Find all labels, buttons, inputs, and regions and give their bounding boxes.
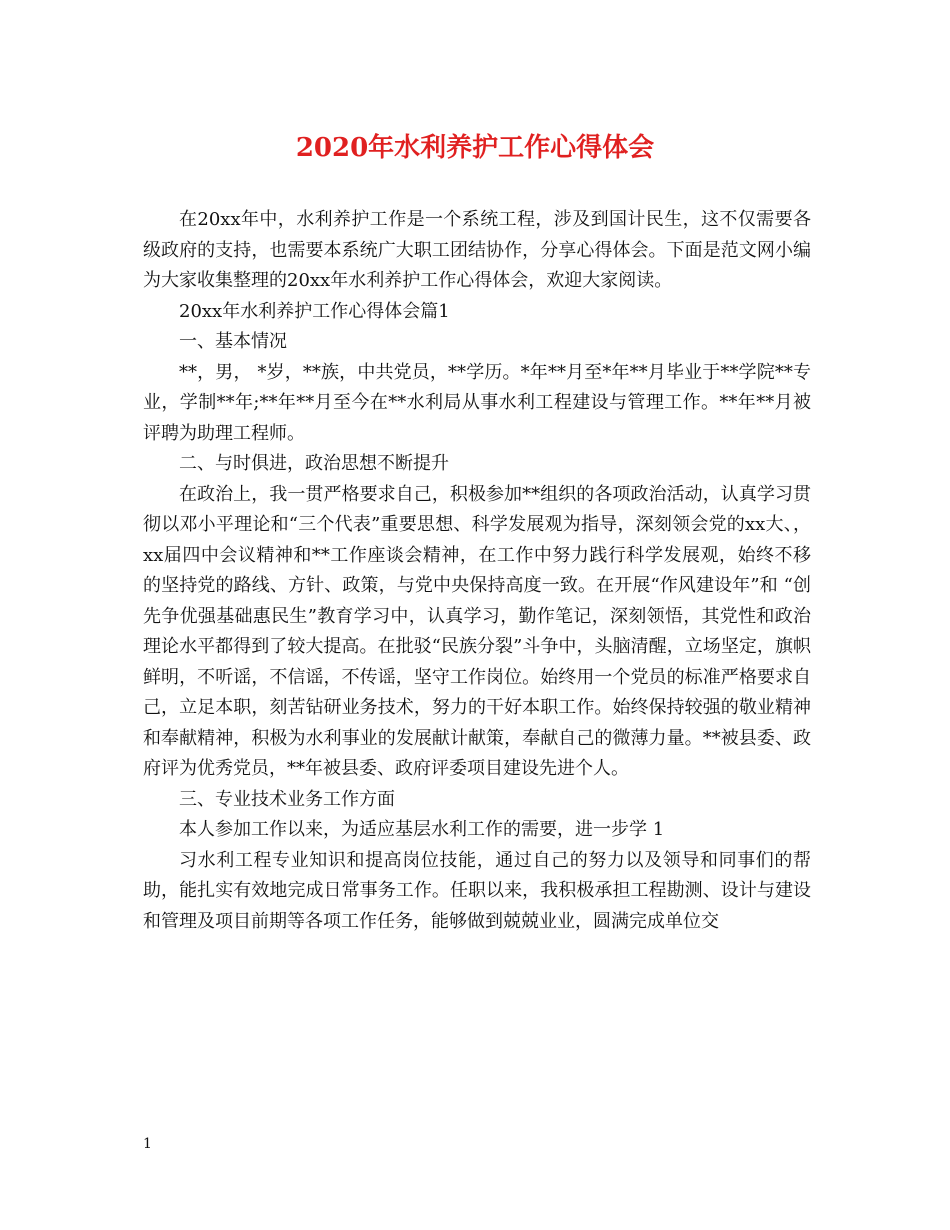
section-heading-technical: 三、专业技术业务工作方面 xyxy=(179,788,395,810)
section-heading-basic-info: 一、基本情况 xyxy=(179,331,287,352)
section-heading-part1: 20xx年水利养护工作心得体会篇1 xyxy=(179,300,450,322)
page-number: 1 xyxy=(143,1136,152,1152)
document-body xyxy=(143,205,811,937)
document-title: 2020年水利养护工作心得体会 xyxy=(295,133,655,163)
paragraph-technical-1: 本人参加工作以来，为适应基层水利工作的需要，进一步学 1 xyxy=(179,819,665,840)
section-heading-politics: 二、与时俱进，政治思想不断提升 xyxy=(179,453,449,474)
paragraph-intro: 在20xx年中，水利养护工作是一个系统工程，涉及到国计民生，这不仅需要各级政府的支持，也需要本系统广大职工团结协作，分享心得体会。下面是范文网小编为大家收集整理的20xx年水利养护工作心得体会，欢迎大家阅读。 xyxy=(143,209,811,291)
paragraph-technical-2: 习水利工程专业知识和提高岗位技能，通过自己的努力以及领导和同事们的帮助，能扎实有效地完成日常事务工作。任职以来，我积极承担工程勘测、设计与建设和管理及项目前期等各项工作任务，能够做到兢兢业业，圆满完成单位交 xyxy=(143,849,811,932)
paragraph-politics: 在政治上，我一贯严格要求自己，积极参加**组织的各项政治活动，认真学习贯彻以邓小平理论和“三个代表”重要思想、科学发展观为指导，深刻领会党的xx大、，xx届四中会议精神和**工作座谈会精神，在工作中努力践行科学发展观，始终不移的坚持党的路线、方针、政策，与党中央保持高度一致。在开展“作风建设年”和 “创先争优强基础惠民生”教育学习中，认真学习，勤作笔记，深刻领悟，其党性和政治理论水平都得到了较大提高。在批驳“民族分裂”斗争中，头脑清醒，立场坚定，旗帜鲜明，不听谣，不信谣，不传谣，坚守工作岗位。始终用一个党员的标准严格要求自己，立足本职，刻苦钻研业务技术，努力的干好本职工作。始终保持较强的敬业精神和奉献精神，积极为水利事业的发展献计献策，奉献自己的微薄力量。**被县委、政府评为优秀党员，**年被县委、政府评委项目建设先进个人。 xyxy=(143,483,811,779)
paragraph-basic-info: **，男， *岁，**族，中共党员，**学历。*年**月至*年**月毕业于**学院**专业，学制**年;**年**月至今在**水利局从事水利工程建设与管理工作。**年**月被评聘为助理工程师。 xyxy=(143,361,811,444)
